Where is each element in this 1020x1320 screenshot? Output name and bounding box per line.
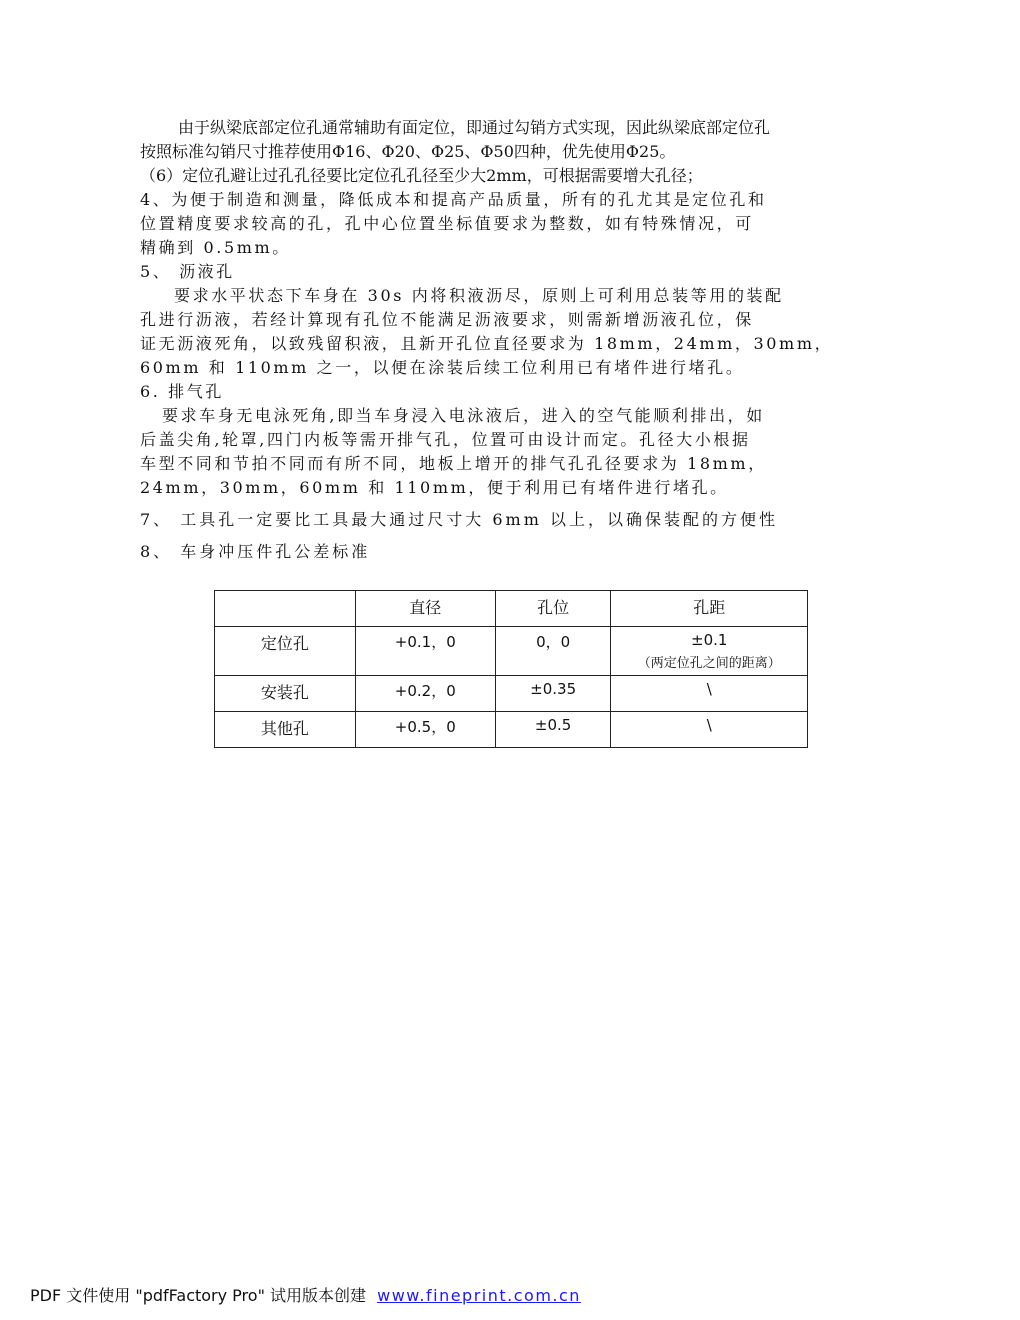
table-cell-diameter: +0.1，0	[355, 627, 495, 676]
paragraph-line: 要求水平状态下车身在 30s 内将积液沥尽，原则上可利用总装等用的装配	[174, 286, 784, 305]
footer-link[interactable]: www.fineprint.com.cn	[377, 1286, 581, 1305]
paragraph-line: 位置精度要求较高的孔，孔中心位置坐标值要求为整数，如有特殊情况，可	[140, 214, 754, 233]
hole-tolerance-table	[214, 590, 808, 748]
paragraph-line: 后盖尖角,轮罩,四门内板等需开排气孔，位置可由设计而定。孔径大小根据	[140, 430, 751, 449]
table-row	[215, 712, 808, 748]
table-cell-position: ±0.35	[495, 676, 611, 712]
document-body	[140, 116, 880, 564]
section-heading: 6. 排气孔	[140, 382, 224, 401]
table-cell-diameter: +0.5，0	[355, 712, 495, 748]
table-cell-position: 0，0	[495, 627, 611, 676]
paragraph-line: 由于纵梁底部定位孔通常辅助有面定位，即通过勾销方式实现，因此纵梁底部定位孔	[178, 118, 771, 137]
section-heading: 8、 车身冲压件孔公差标准	[140, 542, 371, 561]
paragraph-line: 7、 工具孔一定要比工具最大通过尺寸大 6mm 以上，以确保装配的方便性	[140, 510, 778, 529]
paragraph-line: 60mm 和 110mm 之一，以便在涂装后续工位利用已有堵件进行堵孔。	[140, 358, 745, 377]
table-header-cell	[215, 591, 356, 627]
table-cell-name: 定位孔	[215, 627, 356, 676]
table-header-cell: 直径	[355, 591, 495, 627]
section-heading: 5、 沥液孔	[140, 262, 235, 281]
table-row	[215, 627, 808, 676]
table-header-cell: 孔距	[611, 591, 808, 627]
footer-text: PDF 文件使用 "pdfFactory Pro" 试用版本创建	[30, 1286, 367, 1305]
paragraph-line: 孔进行沥液，若经计算现有孔位不能满足沥液要求，则需新增沥液孔位，保	[140, 310, 754, 329]
table-header-row	[215, 591, 808, 627]
paragraph-line: 4、为便于制造和测量，降低成本和提高产品质量，所有的孔尤其是定位孔和	[140, 190, 767, 209]
spacing-note: （两定位孔之间的距离）	[637, 656, 781, 671]
paragraph-line: 要求车身无电泳死角,即当车身浸入电泳液后，进入的空气能顺利排出，如	[162, 406, 765, 425]
paragraph-line: 24mm，30mm，60mm 和 110mm，便于利用已有堵件进行堵孔。	[140, 478, 729, 497]
table-cell-position: ±0.5	[495, 712, 611, 748]
table-cell-spacing: \	[611, 676, 808, 712]
paragraph-line: 证无沥液死角，以致残留积液，且新开孔位直径要求为 18mm，24mm，30mm，	[140, 334, 834, 353]
paragraph-line: 精确到 0.5mm。	[140, 238, 291, 257]
table-cell-spacing	[611, 627, 808, 676]
table-cell-name: 安装孔	[215, 676, 356, 712]
pdf-footer	[30, 1283, 581, 1306]
table-header-cell: 孔位	[495, 591, 611, 627]
paragraph-line: （6）定位孔避让过孔孔径要比定位孔孔径至少大2mm，可根据需要增大孔径；	[140, 166, 703, 185]
table-cell-spacing: \	[611, 712, 808, 748]
table-cell-diameter: +0.2，0	[355, 676, 495, 712]
table-row	[215, 676, 808, 712]
paragraph-line: 按照标准勾销尺寸推荐使用Φ16、Φ20、Φ25、Φ50四种，优先使用Φ25。	[140, 142, 676, 161]
spacing-value: ±0.1	[691, 631, 728, 649]
paragraph-line: 车型不同和节拍不同而有所不同，地板上增开的排气孔孔径要求为 18mm，	[140, 454, 767, 473]
table-cell-name: 其他孔	[215, 712, 356, 748]
